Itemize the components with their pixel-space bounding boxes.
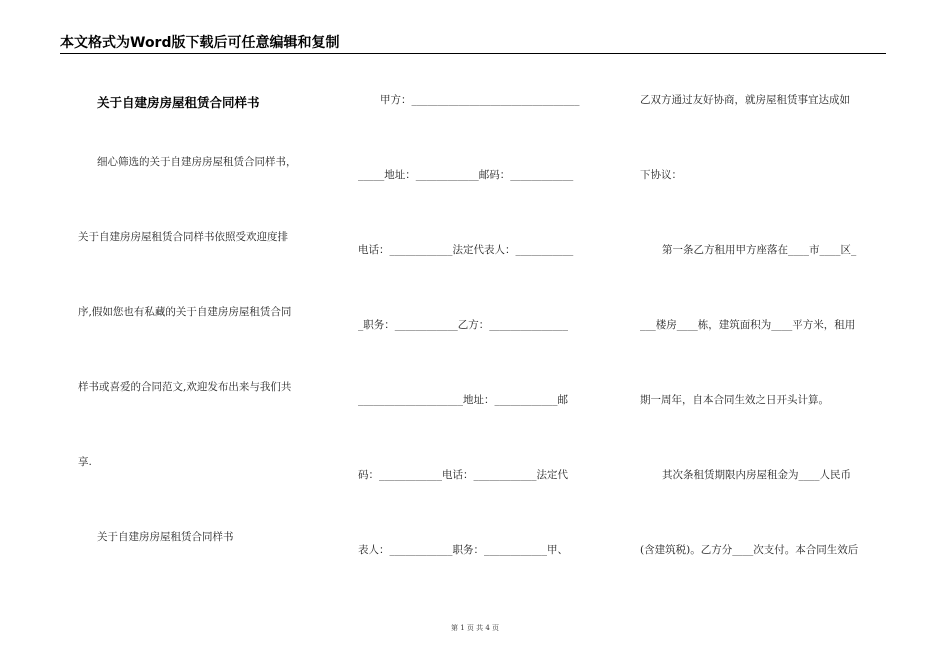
document-title: 关于自建房房屋租赁合同样书 [97,95,260,110]
subtitle-line: 关于自建房房屋租赁合同样书 [97,531,234,543]
body-line: ___楼房____栋，建筑面积为____平方米，租用 [640,319,856,331]
body-line: 乙双方通过友好协商，就房屋租赁事宜达成如 [640,94,850,106]
body-line: 细心筛选的关于自建房房屋租赁合同样书， [97,156,297,168]
clause-line: 其次条租赁期限内房屋租金为____人民币 [662,469,851,481]
contract-field-line: _职务：____________乙方：_______________ [358,319,568,331]
contract-field-line: 甲方：________________________________ [380,94,580,106]
contract-field-line: 电话：____________法定代表人：___________ [358,244,574,256]
contract-field-line: 表人：____________职务：____________甲、 [358,544,568,556]
body-line: 享. [78,456,92,468]
contract-field-line: ____________________地址：____________邮 [358,394,568,406]
body-line: 期一周年，自本合同生效之日开头计算。 [640,394,829,406]
clause-line: 第一条乙方租用甲方座落在____市____区_ [662,244,857,256]
body-line: 序,假如您也有私藏的关于自建房房屋租赁合同 [78,306,292,318]
body-line: 下协议： [640,169,682,181]
body-line: 关于自建房房屋租赁合同样书依照受欢迎度排 [78,231,288,243]
header-title: 本文格式为Word版下载后可任意编辑和复制 [60,35,340,51]
document-header [60,35,886,54]
body-line: (含建筑税)。乙方分____次支付。本合同生效后 [640,544,859,556]
contract-field-line: _____地址：____________邮码：____________ [358,169,574,181]
body-line: 样书或喜爱的合同范文,欢迎发布出来与我们共 [78,381,292,393]
contract-field-line: 码：____________电话：____________法定代 [358,469,568,481]
page-number: 第 1 页 共 4 页 [450,624,500,632]
